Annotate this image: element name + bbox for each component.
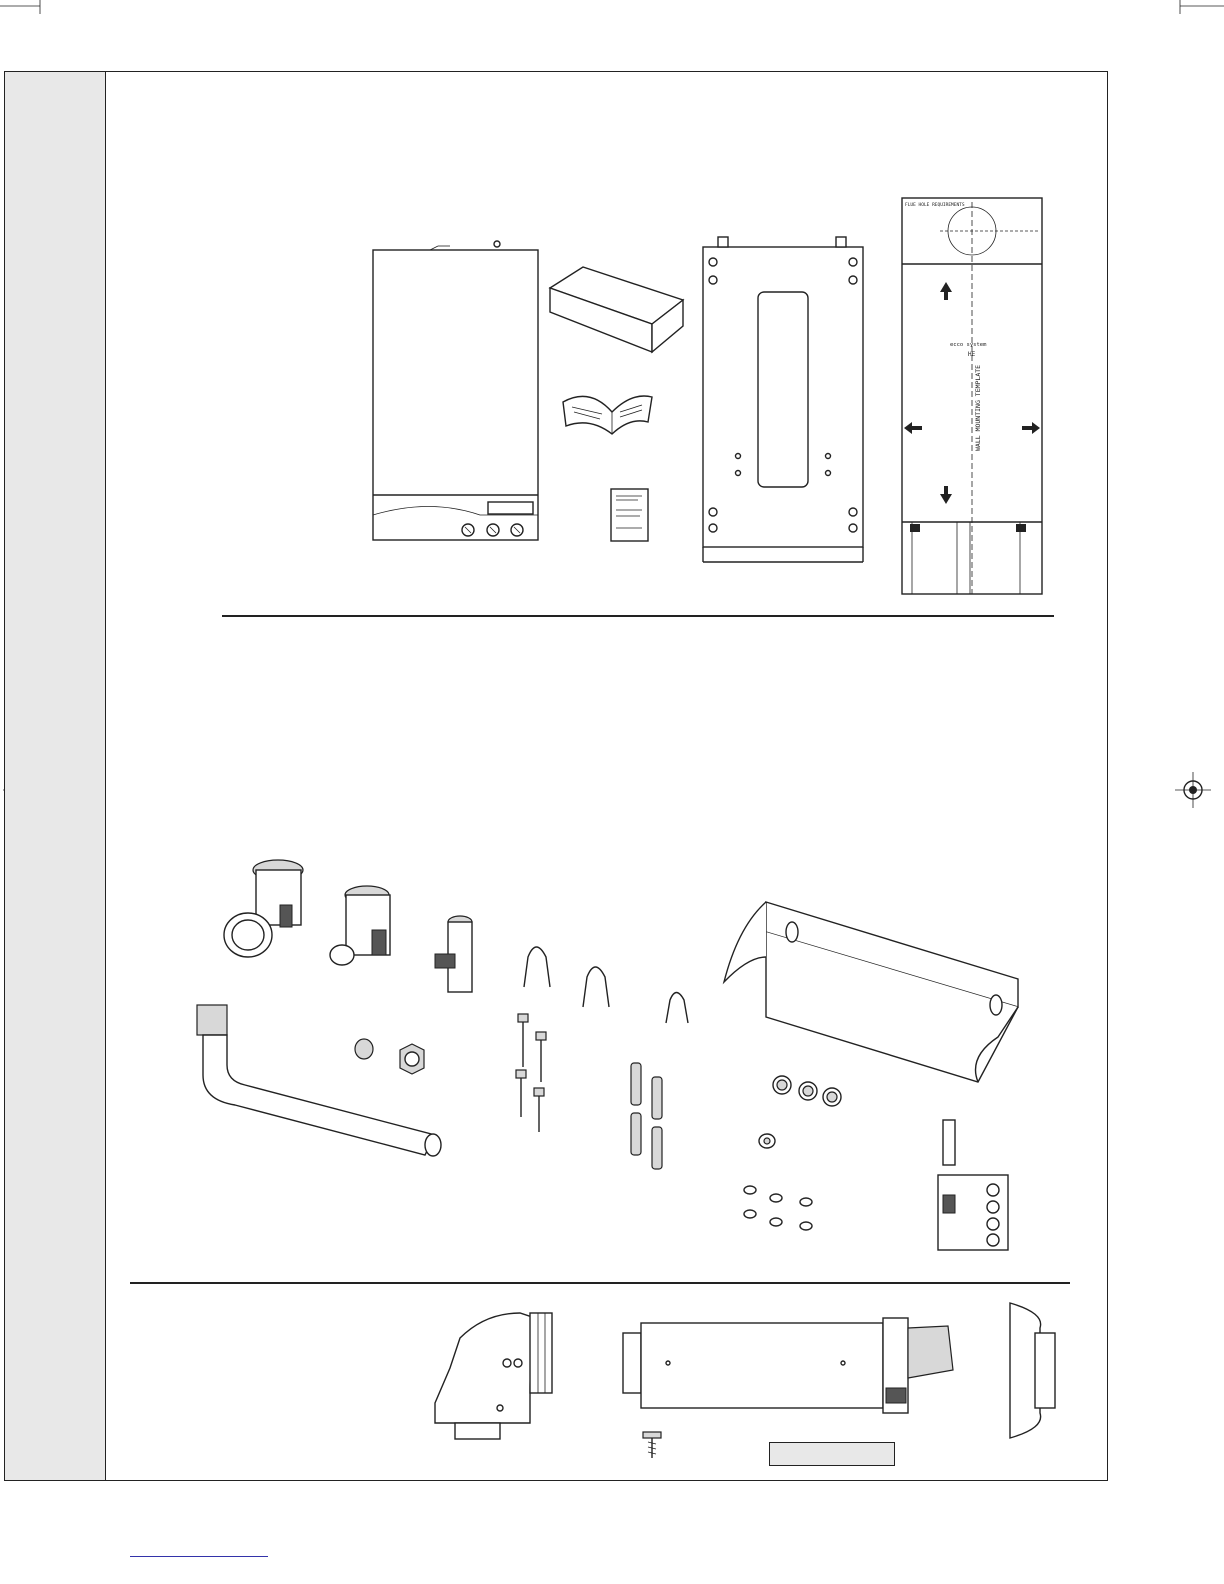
boiler-illustration [370,240,545,545]
footer-link-underline[interactable] [130,1556,268,1557]
clip-illustration [658,985,698,1030]
flue-duct-illustration [618,1308,963,1423]
flue-bracket-illustration [718,897,1028,1087]
template-model-suffix: HE [968,351,976,358]
template-heading: FLUE HOLE REQUIREMENTS [905,203,965,208]
wall-seal-illustration [1005,1298,1060,1443]
grommets-illustration [770,1073,845,1113]
washer-illustration [757,1132,777,1150]
wall-plate-illustration [698,232,868,572]
registration-crosshair-icon [1175,772,1211,808]
wall-plugs-illustration [625,1055,670,1175]
clip-illustration [516,937,561,997]
flue-elbow-illustration [430,1308,555,1443]
template-model: ecco system [950,342,987,348]
leaflet-illustration [610,488,650,543]
section-divider [222,615,1054,617]
valve-illustration [218,850,308,960]
screw-illustration [640,1430,664,1462]
valve-illustration [322,880,397,980]
box-illustration [547,264,687,356]
manual-booklet-illustration [560,372,655,437]
label-box [769,1442,895,1466]
washer-illustration [353,1037,375,1061]
wall-template-illustration [900,196,1045,596]
caps-illustration [740,1182,820,1232]
screws-illustration [508,1012,553,1137]
pipe-illustration [185,995,445,1170]
template-title: WALL MOUNTING TEMPLATE [974,364,982,451]
section-divider [130,1282,1070,1284]
clip-illustration [575,957,620,1017]
valve-illustration [430,912,480,1002]
nut-illustration [395,1042,429,1078]
terminal-block-illustration [918,1115,1013,1260]
